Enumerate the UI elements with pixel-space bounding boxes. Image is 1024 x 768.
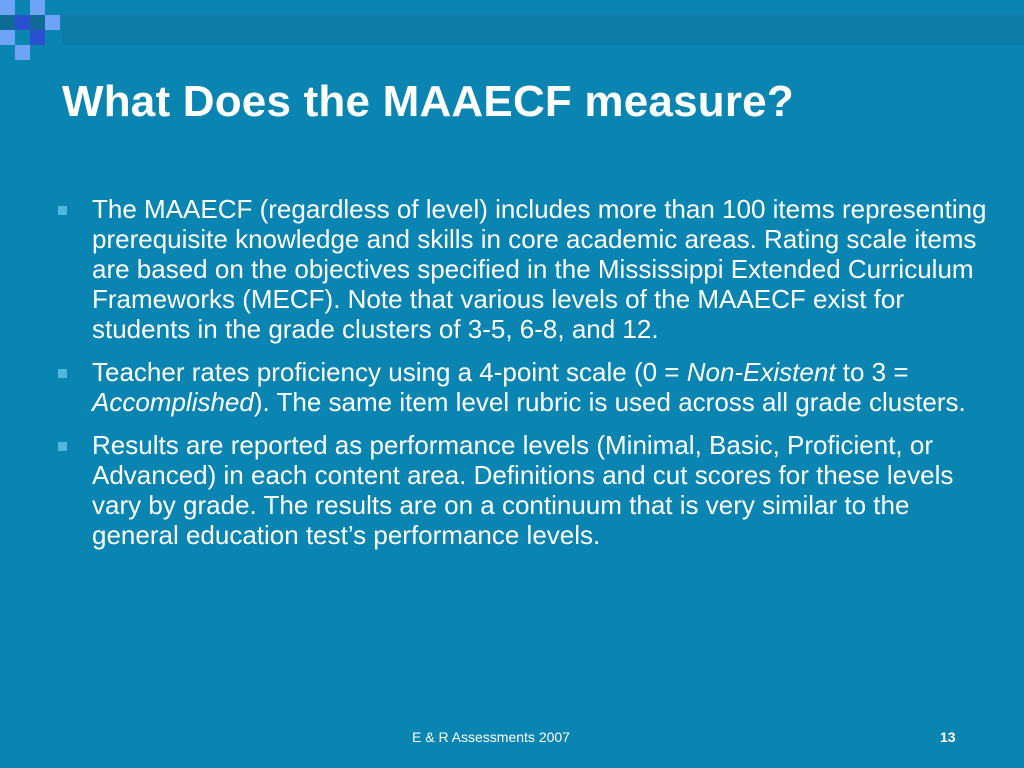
- decor-square: [45, 15, 60, 30]
- decor-square: [0, 30, 15, 45]
- square-bullet-icon: [58, 442, 67, 451]
- decor-square: [30, 15, 45, 30]
- slide-title: What Does the MAAECF measure?: [62, 77, 794, 126]
- bullet-item: [56, 357, 991, 417]
- decor-square: [15, 15, 30, 30]
- decor-square: [15, 45, 30, 60]
- bullet-emphasis: Accomplished: [92, 387, 254, 417]
- bullet-text: ). The same item level rubric is used across all grade clusters.: [253, 387, 966, 417]
- footer-text: E & R Assessments 2007: [412, 729, 570, 745]
- header-bar: [62, 15, 1024, 45]
- bullet-text: to 3 =: [835, 357, 909, 387]
- bullet-text: Results are reported as performance levels (Minimal, Basic, Proficient, or Advanced) in each content area. Definitions and cut scores for these levels vary by grade. The results are on a continuum that is very similar to the general education test’s performance levels.: [92, 430, 954, 550]
- square-bullet-icon: [58, 206, 67, 215]
- square-bullet-icon: [58, 369, 67, 378]
- decor-square: [0, 15, 15, 30]
- decor-square: [30, 0, 45, 15]
- bullet-text: Teacher rates proficiency using a 4-point scale (0 =: [92, 357, 687, 387]
- bullet-text: The MAAECF (regardless of level) includes more than 100 items representing prerequisite knowledge and skills in core academic areas. Rating scale items are based on the objectives specified in the Mississippi Extended Curriculum Frameworks (MECF). Note that various levels of the MAAECF exist for students in the grade clusters of 3-5, 6-8, and 12.: [92, 194, 987, 344]
- decor-square: [0, 0, 15, 15]
- bullet-list: [56, 194, 991, 563]
- bullet-emphasis: Non-Existent: [686, 357, 836, 387]
- slide-footer: [0, 725, 1024, 749]
- bullet-item: [56, 194, 991, 344]
- page-number: 13: [940, 729, 956, 745]
- bullet-item: [56, 430, 991, 550]
- decor-square: [30, 30, 45, 45]
